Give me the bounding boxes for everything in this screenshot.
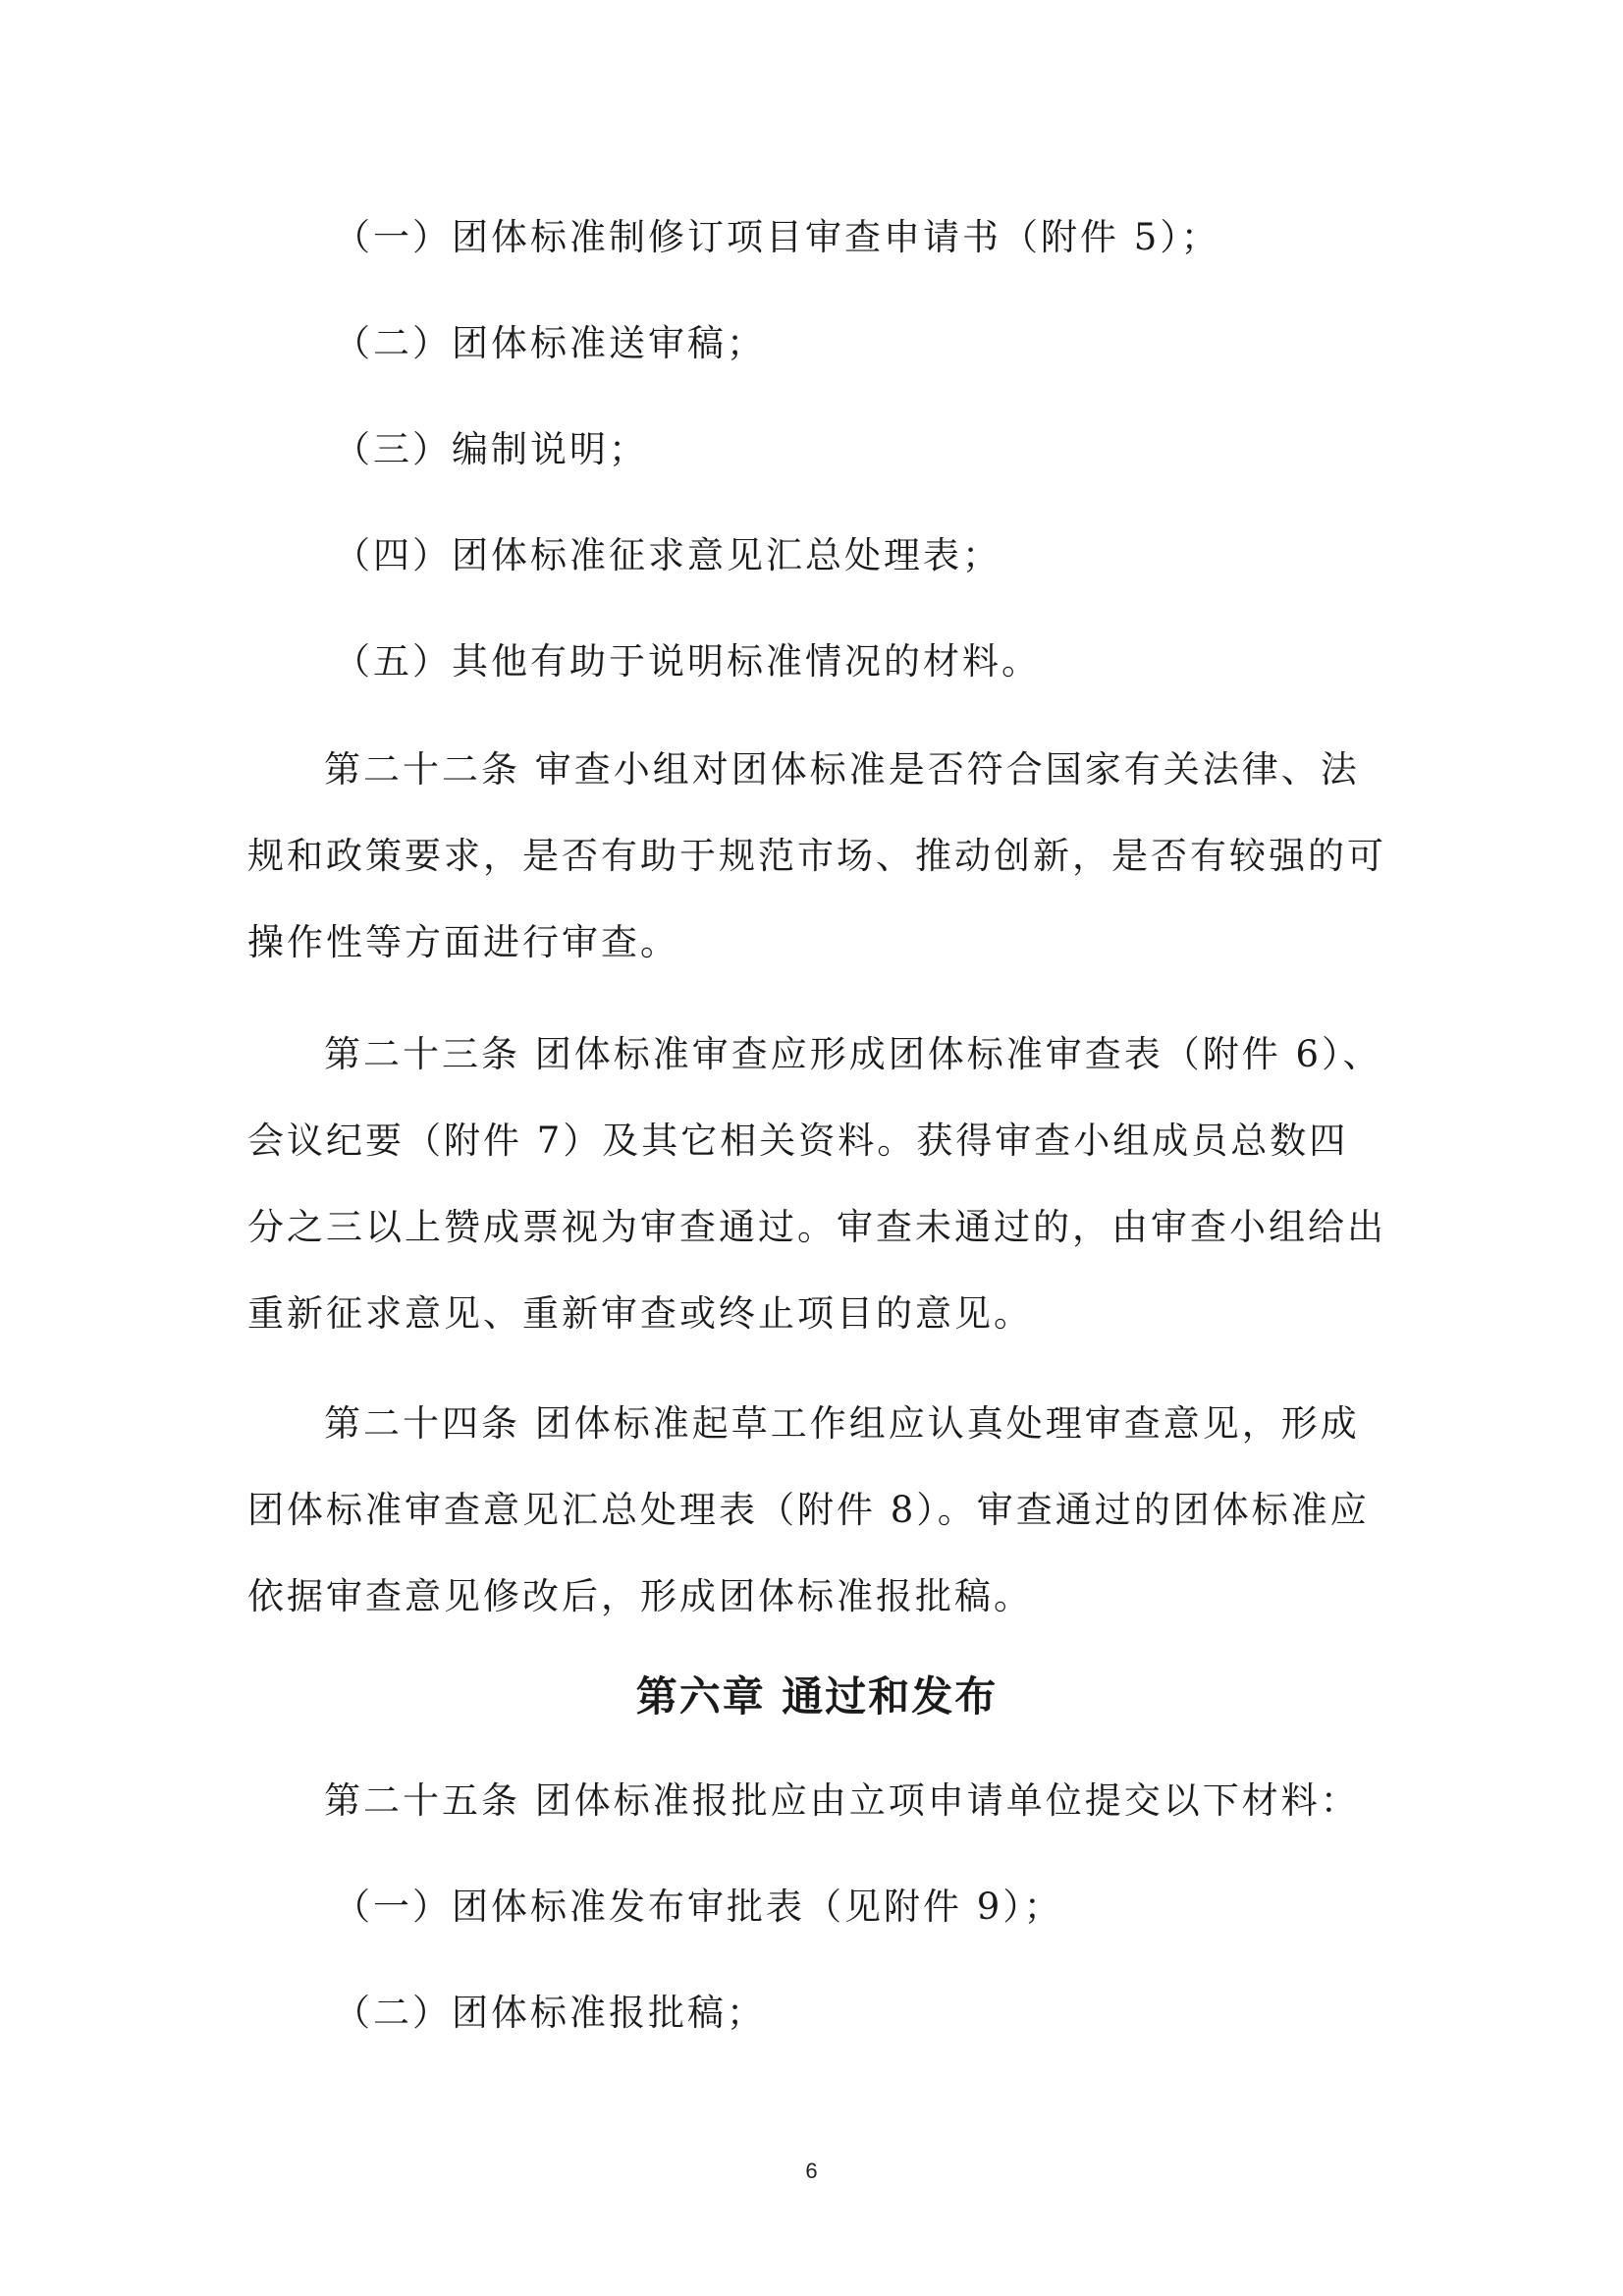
page-number: 6: [805, 2159, 818, 2183]
list-item-review-draft: （二）团体标准送审稿；: [334, 322, 766, 364]
list-item-explanation: （三）编制说明；: [334, 428, 648, 470]
article-22: 第二十二条 审查小组对团体标准是否符合国家有关法律、法规和政策要求，是否有助于规范市场、推动创新，是否有较强的可操作性等方面进行审查。: [247, 748, 1386, 963]
list-item-approval-form: （一）团体标准发布审批表（见附件 9）；: [334, 1886, 1063, 1928]
list-item-comment-summary: （四）团体标准征求意见汇总处理表；: [334, 534, 1001, 576]
article-23: 第二十三条 团体标准审查应形成团体标准审查表（附件 6）、会议纪要（附件 7）及其它相关资料。获得审查小组成员总数四分之三以上赞成票视为审查通过。审查未通过的，由审查小组给出重新征求意见、重新审查或终止项目的意见。: [247, 1033, 1386, 1335]
list-item-other-materials: （五）其他有助于说明标准情况的材料。: [334, 640, 1041, 683]
list-item-review-application: （一）团体标准制修订项目审查申请书（附件 5）；: [334, 216, 1220, 258]
article-24: 第二十四条 团体标准起草工作组应认真处理审查意见，形成团体标准审查意见汇总处理表（附件 8）。审查通过的团体标准应依据审查意见修改后，形成团体标准报批稿。: [247, 1402, 1370, 1617]
list-item-approval-draft: （二）团体标准报批稿；: [334, 1992, 766, 2034]
article-25: 第二十五条 团体标准报批应由立项申请单位提交以下材料：: [324, 1779, 1360, 1822]
chapter-title: 第六章 通过和发布: [635, 1672, 999, 1721]
